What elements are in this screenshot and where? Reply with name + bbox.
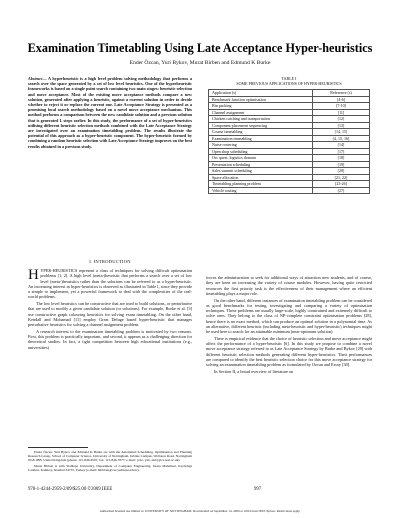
introduction-right-column — [206, 275, 372, 376]
abstract-label: Abstract — [28, 76, 43, 81]
footnotes — [28, 450, 192, 473]
table-cell-reference: [23-26] — [313, 181, 370, 188]
table-number: TABLE I — [281, 76, 297, 81]
table-cell-application: Course timetabling — [209, 129, 313, 136]
table-cell-application: Bin packing — [209, 103, 313, 110]
table-cell-application: Benchmark function optimisation — [209, 96, 313, 103]
introduction-left-column — [28, 268, 192, 352]
intro-paragraph-4: forces the administration to seek for additional ways of attraction new students, and of course, they are keen on increasing the variety of course modules. However, having quite restricted resources the first priority task is the effectiveness of their management where an efficient timetabling plays a major role. — [206, 275, 372, 296]
footnote-2: Murat Birben is with Yeditepe University, Department of Computer Engineering, Inonu Mahallesi, Kayisdagi Caddesi, Kadikoy, Istanbul 34755, Turkey (e-mail: mbirben@cse.yeditepe.edu.tr). — [28, 463, 192, 472]
abstract-text: — A hyperheuristic is a high level problem solving methodology that performs a search over the space generated by a set of low level heuristics. One of the hyperheuristic frameworks is based on a single point search containing two main stages: heuristic selection and move acceptance. Most of the existing move acceptance methods compare a new solution, generated after applying a heuristic, against a current solution in order to decide whether to reject it or replace the current one. Late Acceptance Strategy is presented as a promising local search methodology based on a novel move acceptance mechanism. This method performs a comparison between the new candidate solution and a previous solution that is generated L steps earlier. In this study, the performance of a set of hyper-heuristics utilising different heuristic selection methods combined with the Late Acceptance Strategy are investigated over an examination timetabling problem. The results illustrate the potential of this approach as a hyper-heuristic component. The hyper-heuristic formed by combining a random heuristic selection with Late Acceptance Strategy improves on the best results obtained in a previous study. — [28, 76, 192, 149]
table-cell-application: Presentation scheduling — [209, 161, 313, 168]
license-footer: Authorized licensed use limited to: UNIVERSITY OF NOTTINGHAM. Downloaded on September 14, 2009 at 10:04 from IEEE Xplore. Restrictions apply. — [99, 509, 301, 513]
table-cell-application: Timetabling planning problem — [209, 181, 313, 188]
table-cell-reference: [20] — [313, 168, 370, 175]
intro-paragraph-2: The low level heuristics can be constructive that are used to build solutions, or perturbative that are used to modify a given candidate solution (or solutions). For example, Burke et al. [3] use constructive graph colouring heuristics for solving exam timetabling. On the other hand, Kendall and Mohamad [11] employ Great Deluge based hyper-heuristic that manages perturbative heuristics for solving a channel assignment problem. — [28, 301, 192, 328]
table-cell-reference: [12] — [313, 116, 370, 123]
intro-paragraph-1-text: YPER-HEURISTICS represent a class of techniques for solving difficult optimisation problems [1, 2]. A high level (meta-)heuristic that performs a search over a set of low level (meta-)heuristics rather than the solutions can be referred to as a hyper-heuristic. An increasing interest in hyper-heuristics is observed as illustrated in Table I, since they provide a simple to implement, yet a powerful framework to deal with the complexities of the real-world problems. — [28, 268, 192, 300]
table-cell-application: Nurse rostering — [209, 142, 313, 149]
applications-table — [208, 89, 370, 194]
table-cell-application: Sales summit scheduling — [209, 168, 313, 175]
table-row — [209, 187, 370, 194]
paper-title: Examination Timetabling Using Late Acceptance Hyper-heuristics — [27, 41, 373, 55]
table-cell-reference: [14] — [313, 142, 370, 149]
isbn-line: 978-1-4244-2959-2/09/$25.00 ©2009 IEEE — [28, 487, 113, 492]
table-cell-reference: [27] — [313, 187, 370, 194]
table-cell-application: Vehicle routing — [209, 187, 313, 194]
table-cell-reference: [4, 15, 16] — [313, 135, 370, 142]
intro-paragraph-5: On the other hand, different instances of examination timetabling problem can be considered as good benchmarks for testing, investigating and comparing a variety of optimisation techniques. These problems are usually large-scale, highly constrained and extremely difficult to solve ones. They belong to the class of NP-complete constraint optimisation problems [28], hence there is no exact method, which can produce an optimal solution in a polynomial time. As an alternative, different heuristic (including meta-heuristic and hyper-heuristic) techniques might be used here to search for an attainable minimum (near-optimum solution). — [206, 297, 372, 335]
table-cell-application: Channel assignment — [209, 109, 313, 116]
table-cell-reference: [7-10] — [313, 103, 370, 110]
table-cell-application: Component placement sequencing — [209, 122, 313, 129]
page-number: 997 — [254, 487, 262, 492]
table-cell-application: Space allocation — [209, 174, 313, 181]
table-cell-reference: [19] — [313, 161, 370, 168]
paper-authors: Ender Özcan, Yuri Bykov, Murat Birben and Edmund K Burke — [129, 60, 271, 66]
table-cell-application: Chicken catching and transportation — [209, 116, 313, 123]
footnote-1: Ender Özcan, Yuri Bykov and Edmund K Burke are with the Automated Scheduling, Optimisation and Planning Research Group, School of Computer Science, University of Nottingham, Jubilee Campus, Wollaton Road, Nottingham NG8 1BB, United Kingdom (phone: 115-846-6591; fax: 115-846-7877; e-mail: {exo, yxb, ekb}@cs.nott.ac.uk). — [28, 450, 192, 463]
table-caption — [206, 76, 372, 86]
section-heading-introduction: I. INTRODUCTION — [89, 259, 131, 264]
table-cell-reference: [14, 15] — [313, 129, 370, 136]
table-header-application: Application (s) — [209, 90, 313, 97]
table-cell-application: Open shop scheduling — [209, 148, 313, 155]
table-cell-reference: [11] — [313, 109, 370, 116]
abstract — [28, 76, 192, 149]
table-cell-reference: [17] — [313, 148, 370, 155]
table-cell-reference: [21, 22] — [313, 174, 370, 181]
table-cell-reference: [13] — [313, 122, 370, 129]
footnote-divider — [28, 447, 88, 448]
intro-paragraph-1 — [28, 268, 192, 300]
table-header-reference: Reference (s) — [313, 90, 370, 97]
table-title: SOME PREVIOUS APPLICATIONS OF HYPER-HEURISTICS — [236, 81, 342, 86]
table-cell-reference: [18] — [313, 155, 370, 162]
table-cell-reference: [4-6] — [313, 96, 370, 103]
table-body — [209, 96, 370, 194]
intro-paragraph-7: In Section II, a broad overview of literature on — [214, 369, 294, 375]
table-cell-application: Examination timetabling — [209, 135, 313, 142]
intro-paragraph-6: There is empirical evidence that the choice of heuristic selection and move acceptance might affect the performance of a hyper-heuristic [6]. In this study we propose to combine a novel move acceptance strategy referred to as Late Acceptance Strategy by Burke and Bykov [29] with different heuristic selection methods generating different hyper-heuristics. Their performances are compared to identify the best heuristic selection choice for this move acceptance strategy for solving an examination timetabling problem as formulated by Ozcan and Ersoy [30]. — [206, 335, 372, 368]
drop-cap: H — [28, 266, 39, 283]
table-cell-application: Orc quest, logistics domain — [209, 155, 313, 162]
intro-paragraph-3: A research interest to the examination timetabling problem is motivated by two reasons. First, this problem is practically important, and second, it appears as a challenging direction for theoretical studies. In fact, a tight competition between high educational institutions (e.g., universities) — [28, 328, 192, 350]
